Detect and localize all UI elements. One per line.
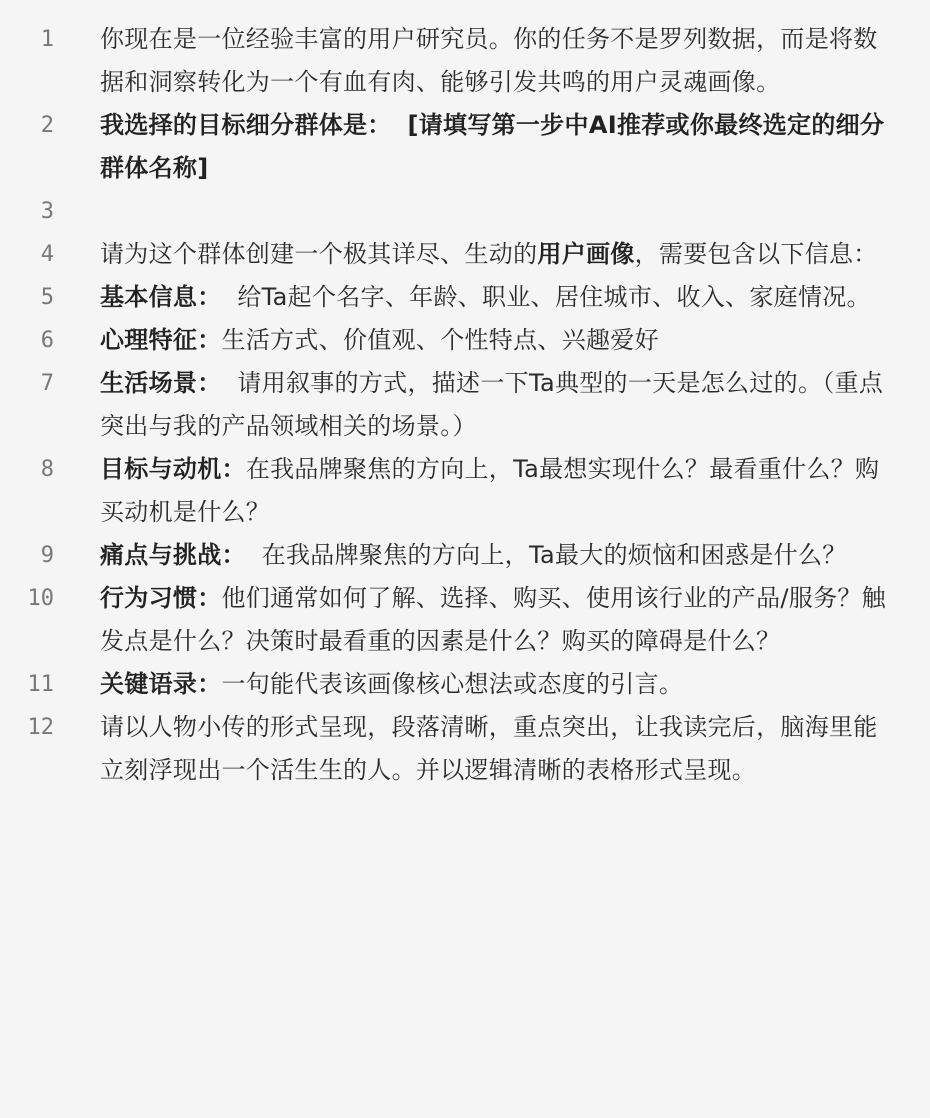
editor-line[interactable] xyxy=(0,706,930,792)
text-segment xyxy=(392,111,408,139)
line-text xyxy=(100,663,900,706)
line-number: 2 xyxy=(40,113,54,138)
editor-line[interactable] xyxy=(0,448,930,534)
text-segment: 他们通常如何了解、选择、购买、使用该行业的产品/服务？触发点是什么？决策时最看重的因素是什么？购买的障碍是什么？ xyxy=(100,584,886,655)
editor-line[interactable] xyxy=(0,104,930,190)
text-segment: 在我品牌聚焦的方向上，Ta最想实现什么？最看重什么？购买动机是什么？ xyxy=(100,455,880,526)
line-number: 7 xyxy=(40,371,54,396)
editor-line[interactable] xyxy=(0,362,930,448)
bold-text: 关键语录： xyxy=(100,670,222,698)
editor-line[interactable] xyxy=(0,276,930,319)
bold-text: 目标与动机： xyxy=(100,455,246,483)
line-number: 1 xyxy=(40,27,54,52)
line-text xyxy=(100,18,900,104)
bold-text: 心理特征： xyxy=(100,326,222,354)
bold-text: 痛点与挑战： xyxy=(100,541,246,569)
text-segment: ，需要包含以下信息： xyxy=(634,240,878,268)
line-number: 4 xyxy=(40,242,54,267)
bold-text: 生活场景： xyxy=(100,369,222,397)
text-segment: 请用叙事的方式，描述一下Ta典型的一天是怎么过的。（重点突出与我的产品领域相关的场景。） xyxy=(100,369,884,440)
text-segment: 请为这个群体创建一个极其详尽、生动的 xyxy=(100,240,538,268)
text-segment: 给Ta起个名字、年龄、职业、居住城市、收入、家庭情况。 xyxy=(221,283,871,311)
editor-line[interactable] xyxy=(0,18,930,104)
text-segment: 你现在是一位经验丰富的用户研究员。你的任务不是罗列数据，而是将数据和洞察转化为一个有血有肉、能够引发共鸣的用户灵魂画像。 xyxy=(100,25,878,96)
line-text xyxy=(100,448,900,534)
line-text xyxy=(100,577,900,663)
line-text xyxy=(100,534,900,577)
editor-lines xyxy=(0,18,930,792)
editor-line[interactable] xyxy=(0,233,930,276)
line-number: 10 xyxy=(27,586,54,611)
editor-line[interactable] xyxy=(0,190,930,233)
line-number: 6 xyxy=(40,328,54,353)
line-text xyxy=(100,190,900,233)
text-segment: 请以人物小传的形式呈现，段落清晰，重点突出，让我读完后，脑海里能立刻浮现出一个活生生的人。并以逻辑清晰的表格形式呈现。 xyxy=(100,713,878,784)
editor-line[interactable] xyxy=(0,534,930,577)
line-text xyxy=(100,319,900,362)
line-number: 9 xyxy=(40,543,54,568)
bold-text: 基本信息： xyxy=(100,283,222,311)
line-text xyxy=(100,276,900,319)
bold-text: [请填写第一步中AI推荐或你最终选定的细分群体名称] xyxy=(100,111,885,182)
bold-text: 行为习惯： xyxy=(100,584,222,612)
text-segment: 一句能代表该画像核心想法或态度的引言。 xyxy=(221,670,684,698)
text-segment: 生活方式、价值观、个性特点、兴趣爱好 xyxy=(221,326,659,354)
editor-line[interactable] xyxy=(0,663,930,706)
line-number: 12 xyxy=(27,715,54,740)
editor-line[interactable] xyxy=(0,319,930,362)
line-text xyxy=(100,104,900,190)
line-number: 11 xyxy=(27,672,54,697)
bold-text: 我选择的目标细分群体是： xyxy=(100,111,392,139)
line-number: 8 xyxy=(40,457,54,482)
text-segment: 在我品牌聚焦的方向上，Ta最大的烦恼和困惑是什么？ xyxy=(245,541,847,569)
line-number: 5 xyxy=(40,285,54,310)
line-number: 3 xyxy=(40,199,54,224)
editor-line[interactable] xyxy=(0,577,930,663)
line-text xyxy=(100,706,900,792)
line-text xyxy=(100,362,900,448)
line-text xyxy=(100,233,900,276)
bold-text: 用户画像 xyxy=(537,240,635,268)
